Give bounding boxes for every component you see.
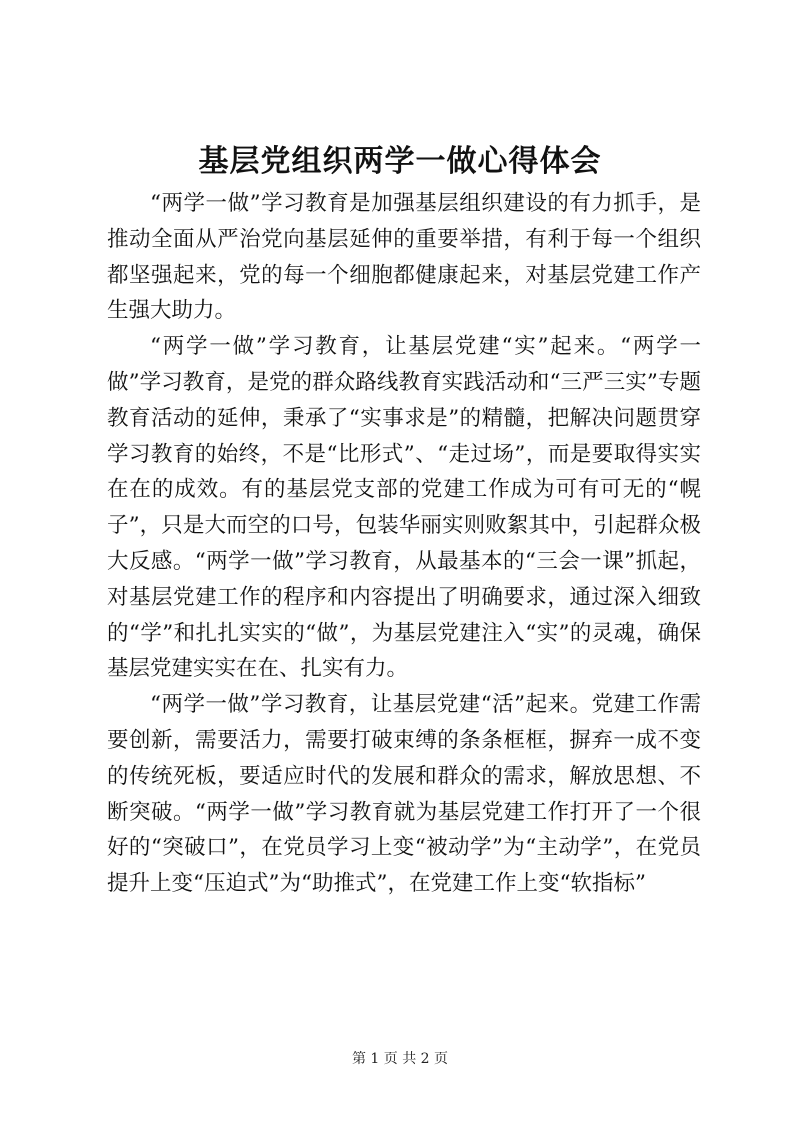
paragraph-1: “两学一做”学习教育是加强基层组织建设的有力抓手，是推动全面从严治党向基层延伸的重要举措，有利于每一个组织都坚强起来，党的每一个细胞都健康起来，对基层党建工作产生强大助力。 <box>107 191 701 324</box>
document-title: 基层党组织两学一做心得体会 <box>198 144 602 179</box>
document-body <box>107 186 701 902</box>
paragraph-2: “两学一做”学习教育，让基层党建“实”起来。“两学一做”学习教育，是党的群众路线教育实践活动和“三严三实”专题教育活动的延伸，秉承了“实事求是”的精髓，把解决问题贯穿学习教育的始终，不是“比形式”、“走过场”，而是要取得实实在在的成效。有的基层党支部的党建工作成为可有可无的“幌子”，只是大而空的口号，包装华丽实则败絮其中，引起群众极大反感。“两学一做”学习教育，从最基本的“三会一课”抓起，对基层党建工作的程序和内容提出了明确要求，通过深入细致的“学”和扎扎实实的“做”，为基层党建注入“实”的灵魂，确保基层党建实实在在、扎实有力。 <box>107 334 701 682</box>
page-footer: 第 1 页 共 2 页 <box>351 1051 449 1067</box>
paragraph-3: “两学一做”学习教育，让基层党建“活”起来。党建工作需要创新，需要活力，需要打破束缚的条条框框，摒弃一成不变的传统死板，要适应时代的发展和群众的需求，解放思想、不断突破。“两学一做”学习教育就为基层党建工作打开了一个很好的“突破口”，在党员学习上变“被动学”为“主动学”，在党员提升上变“压迫式”为“助推式”，在党建工作上变“软指标” <box>107 692 701 897</box>
